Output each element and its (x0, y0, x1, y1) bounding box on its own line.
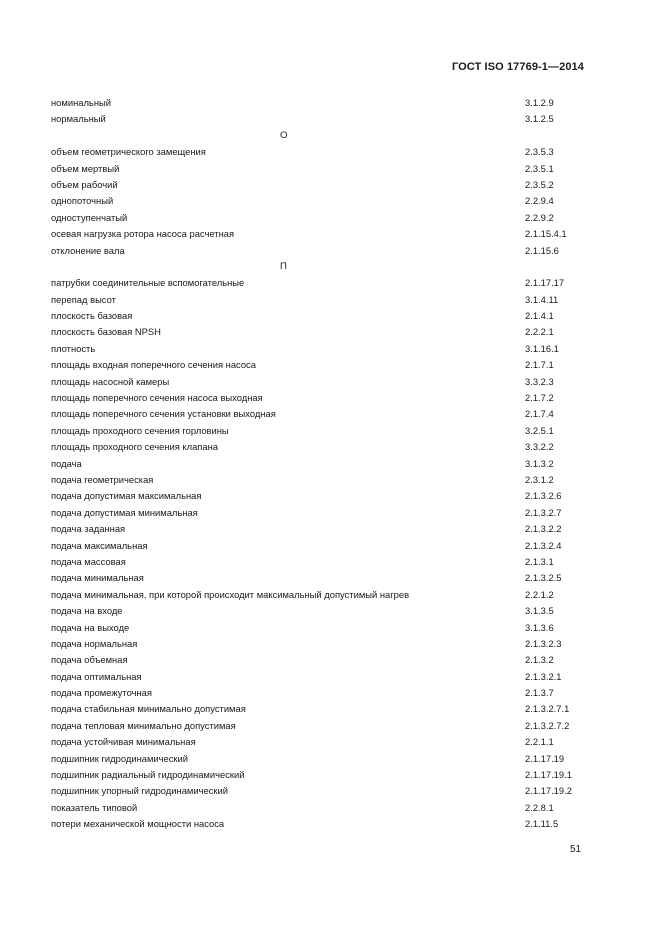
index-entry (51, 177, 591, 193)
index-reference-code: 2.1.3.7 (525, 687, 554, 699)
index-reference-code: 3.2.5.1 (525, 424, 554, 436)
index-entry (51, 456, 591, 472)
index-entry (51, 226, 591, 242)
index-entry (51, 357, 591, 373)
index-reference-code: 2.1.17.17 (525, 277, 565, 289)
index-term: площадь насосной камеры (51, 375, 170, 387)
index-entry (51, 390, 591, 406)
index-reference-code: 2.1.3.2.7.2 (525, 719, 570, 731)
index-reference-code: 3.1.3.2 (525, 457, 554, 469)
index-term: объем мертвый (51, 162, 120, 174)
index-reference-code: 2.1.3.2.6 (525, 490, 562, 502)
index-term: подшипник гидродинамический (51, 752, 188, 764)
index-entry (51, 620, 591, 636)
index-term: подача заданная (51, 523, 126, 535)
index-term: подача на входе (51, 605, 123, 617)
index-term: площадь проходного сечения клапана (51, 441, 218, 453)
index-term: площадь поперечного сечения насоса выходная (51, 392, 263, 404)
index-term: подача максимальная (51, 539, 148, 551)
index-entry (51, 701, 591, 717)
index-entry (51, 521, 591, 537)
index-reference-code: 2.1.3.2.2 (525, 523, 562, 535)
index-term: потери механической мощности насоса (51, 818, 225, 830)
index-entry (51, 652, 591, 668)
index-term: нормальный (51, 113, 106, 125)
index-entry (51, 587, 591, 603)
index-term: подача допустимая минимальная (51, 506, 198, 518)
index-entry (51, 406, 591, 422)
index-term: подача (51, 457, 82, 469)
index-entry (51, 718, 591, 734)
index-reference-code: 2.1.15.6 (525, 244, 559, 256)
index-term: подача тепловая минимально допустимая (51, 719, 236, 731)
index-reference-code: 2.2.1.2 (525, 588, 554, 600)
index-entry (51, 341, 591, 357)
index-term: подача промежуточная (51, 687, 152, 699)
index-reference-code: 2.1.15.4.1 (525, 228, 567, 240)
index-reference-code: 2.2.9.4 (525, 195, 554, 207)
index-term: отклонение вала (51, 244, 125, 256)
index-reference-code: 2.1.3.2.5 (525, 572, 562, 584)
index-reference-code: 3.3.2.3 (525, 375, 554, 387)
index-term: подача массовая (51, 555, 126, 567)
index-term: плотность (51, 342, 96, 354)
index-reference-code: 2.1.11.5 (525, 818, 559, 830)
index-term: перепад высот (51, 293, 116, 305)
index-term: одноступенчатый (51, 211, 128, 223)
index-reference-code: 2.1.3.2.3 (525, 637, 562, 649)
index-reference-code: 3.1.2.5 (525, 113, 554, 125)
term-index-list (51, 95, 591, 833)
index-term: подача минимальная (51, 572, 144, 584)
index-entry (51, 538, 591, 554)
index-entry (51, 210, 591, 226)
index-reference-code: 2.1.17.19 (525, 752, 565, 764)
index-term: однопоточный (51, 195, 114, 207)
index-entry (51, 111, 591, 127)
index-entry (51, 734, 591, 750)
section-letter: О (280, 129, 288, 141)
index-reference-code: 2.1.3.2.4 (525, 539, 562, 551)
index-reference-code: 2.3.5.2 (525, 178, 554, 190)
index-term: подача минимальная, при которой происходит максимальный допустимый нагрев (51, 588, 410, 600)
index-entry (51, 669, 591, 685)
index-reference-code: 3.1.3.6 (525, 621, 554, 633)
index-entry (51, 505, 591, 521)
index-entry (51, 472, 591, 488)
index-entry (51, 751, 591, 767)
index-term: объем геометрического замещения (51, 146, 206, 158)
index-entry (51, 275, 591, 291)
index-reference-code: 2.3.1.2 (525, 473, 554, 485)
index-reference-code: 3.1.16.1 (525, 342, 559, 354)
index-entry (51, 243, 591, 259)
index-term: осевая нагрузка ротора насоса расчетная (51, 228, 235, 240)
index-entry (51, 423, 591, 439)
index-entry (51, 554, 591, 570)
page-number: 51 (570, 844, 582, 855)
index-entry (51, 95, 591, 111)
section-letter: П (280, 260, 287, 272)
index-entry (51, 439, 591, 455)
index-term: подача допустимая максимальная (51, 490, 202, 502)
index-reference-code: 3.1.2.9 (525, 97, 554, 108)
index-reference-code: 2.1.7.4 (525, 408, 554, 420)
index-reference-code: 2.1.3.2.7 (525, 506, 562, 518)
index-entry (51, 324, 591, 340)
index-reference-code: 2.1.17.19.2 (525, 785, 572, 797)
index-reference-code: 3.3.2.2 (525, 441, 554, 453)
index-reference-code: 2.3.5.3 (525, 146, 554, 158)
index-term: площадь поперечного сечения установки выходная (51, 408, 276, 420)
index-entry (51, 636, 591, 652)
index-term: плоскость базовая NPSH (51, 326, 161, 338)
index-term: площадь проходного сечения горловины (51, 424, 229, 436)
index-term: площадь входная поперечного сечения насоса (51, 359, 256, 371)
index-entry (51, 603, 591, 619)
index-term: подача стабильная минимально допустимая (51, 703, 246, 715)
index-term: объем рабочий (51, 178, 118, 190)
index-reference-code: 2.1.3.2 (525, 654, 554, 666)
index-term: подача нормальная (51, 637, 138, 649)
index-reference-code: 2.2.2.1 (525, 326, 554, 338)
index-entry (51, 161, 591, 177)
index-reference-code: 2.1.4.1 (525, 310, 554, 322)
index-entry (51, 800, 591, 816)
index-reference-code: 2.3.5.1 (525, 162, 554, 174)
index-reference-code: 2.2.8.1 (525, 801, 554, 813)
index-entry (51, 374, 591, 390)
index-entry (51, 767, 591, 783)
index-entry (51, 783, 591, 799)
index-entry (51, 488, 591, 504)
index-reference-code: 2.1.7.1 (525, 359, 554, 371)
index-term: подача устойчивая минимальная (51, 736, 196, 748)
index-term: подача геометрическая (51, 473, 154, 485)
index-reference-code: 2.1.17.19.1 (525, 769, 572, 781)
index-term: подшипник радиальный гидродинамический (51, 769, 245, 781)
document-header: ГОСТ ISO 17769-1—2014 (451, 61, 584, 73)
index-term: плоскость базовая (51, 310, 133, 322)
index-entry (51, 685, 591, 701)
index-reference-code: 2.2.1.1 (525, 736, 554, 748)
index-term: патрубки соединительные вспомогательные (51, 277, 245, 289)
index-entry (51, 144, 591, 160)
index-term: подача на выходе (51, 621, 130, 633)
index-reference-code: 2.2.9.2 (525, 211, 554, 223)
index-entry (51, 292, 591, 308)
index-reference-code: 2.1.3.1 (525, 555, 554, 567)
index-reference-code: 2.1.3.2.1 (525, 670, 562, 682)
index-entry (51, 570, 591, 586)
section-letter-row (51, 128, 591, 144)
section-letter-row (51, 259, 591, 275)
index-reference-code: 2.1.3.2.7.1 (525, 703, 570, 715)
index-term: номинальный (51, 97, 111, 108)
index-term: подача оптимальная (51, 670, 142, 682)
index-reference-code: 2.1.7.2 (525, 392, 554, 404)
index-term: подача объемная (51, 654, 128, 666)
index-reference-code: 3.1.4.11 (525, 293, 559, 305)
index-entry (51, 816, 591, 832)
index-entry (51, 193, 591, 209)
index-term: показатель типовой (51, 801, 138, 813)
index-reference-code: 3.1.3.5 (525, 605, 554, 617)
index-term: подшипник упорный гидродинамический (51, 785, 228, 797)
index-entry (51, 308, 591, 324)
